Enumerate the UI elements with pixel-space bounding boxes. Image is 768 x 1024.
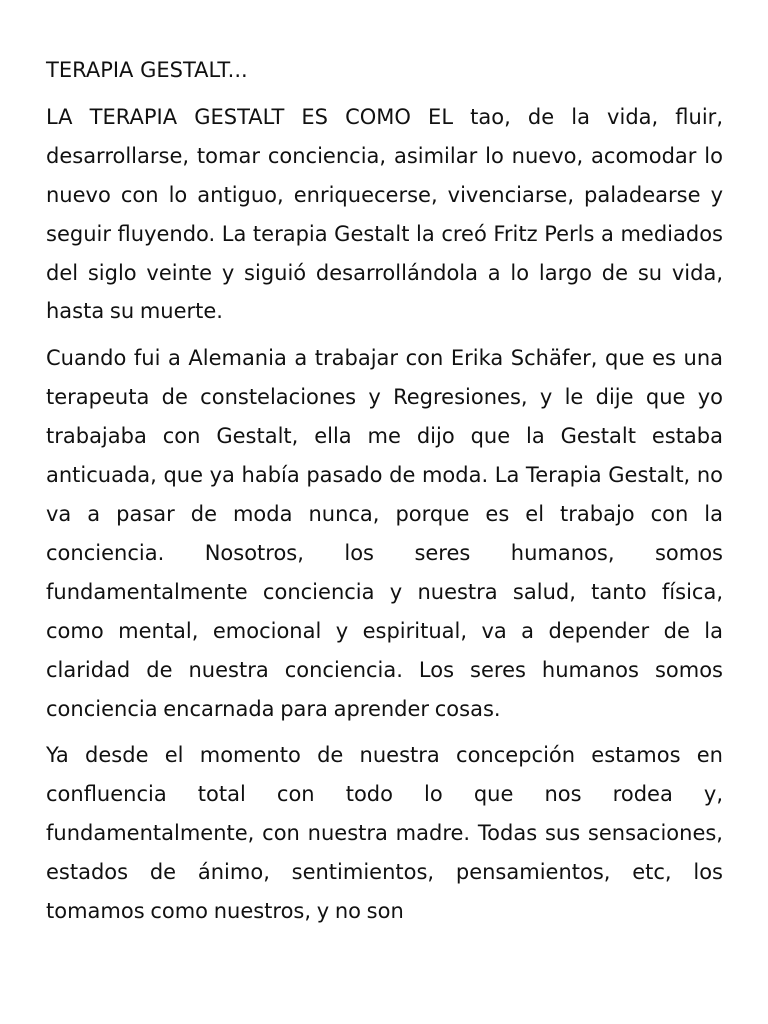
document-title: TERAPIA GESTALT... — [46, 58, 248, 82]
paragraph-3: Ya desde el momento de nuestra concepción estamos en confluencia total con todo lo que nos rodea y, fundamentalmente, con nuestra madre. Todas sus sensaciones, estados de ánimo, sentimientos, pensamientos, etc, los tomamos como nuestros, y no son — [46, 743, 723, 924]
paragraph-1: LA TERAPIA GESTALT ES COMO EL tao, de la vida, fluir, desarrollarse, tomar conciencia, asimilar lo nuevo, acomodar lo nuevo con lo antiguo, enriquecerse, vivenciarse, paladearse y seguir fluyendo. La terapia Gestalt la creó Fritz Perls a mediados del siglo veinte y siguió desarrollándola a lo largo de su vida, hasta su muerte. — [46, 104, 723, 324]
document-page — [46, 51, 723, 939]
paragraph-2: Cuando fui a Alemania a trabajar con Erika Schäfer, que es una terapeuta de constelaciones y Regresiones, y le dije que yo trabajaba con Gestalt, ella me dijo que la Gestalt estaba anticuada, que ya había pasado de moda. La Terapia Gestalt, no va a pasar de moda nunca, porque es el trabajo con la conciencia. Nosotros, los seres humanos, somos fundamentalmente conciencia y nuestra salud, tanto física, como mental, emocional y espiritual, va a depender de la claridad de nuestra conciencia. Los seres humanos somos conciencia encarnada para aprender cosas. — [46, 346, 723, 721]
